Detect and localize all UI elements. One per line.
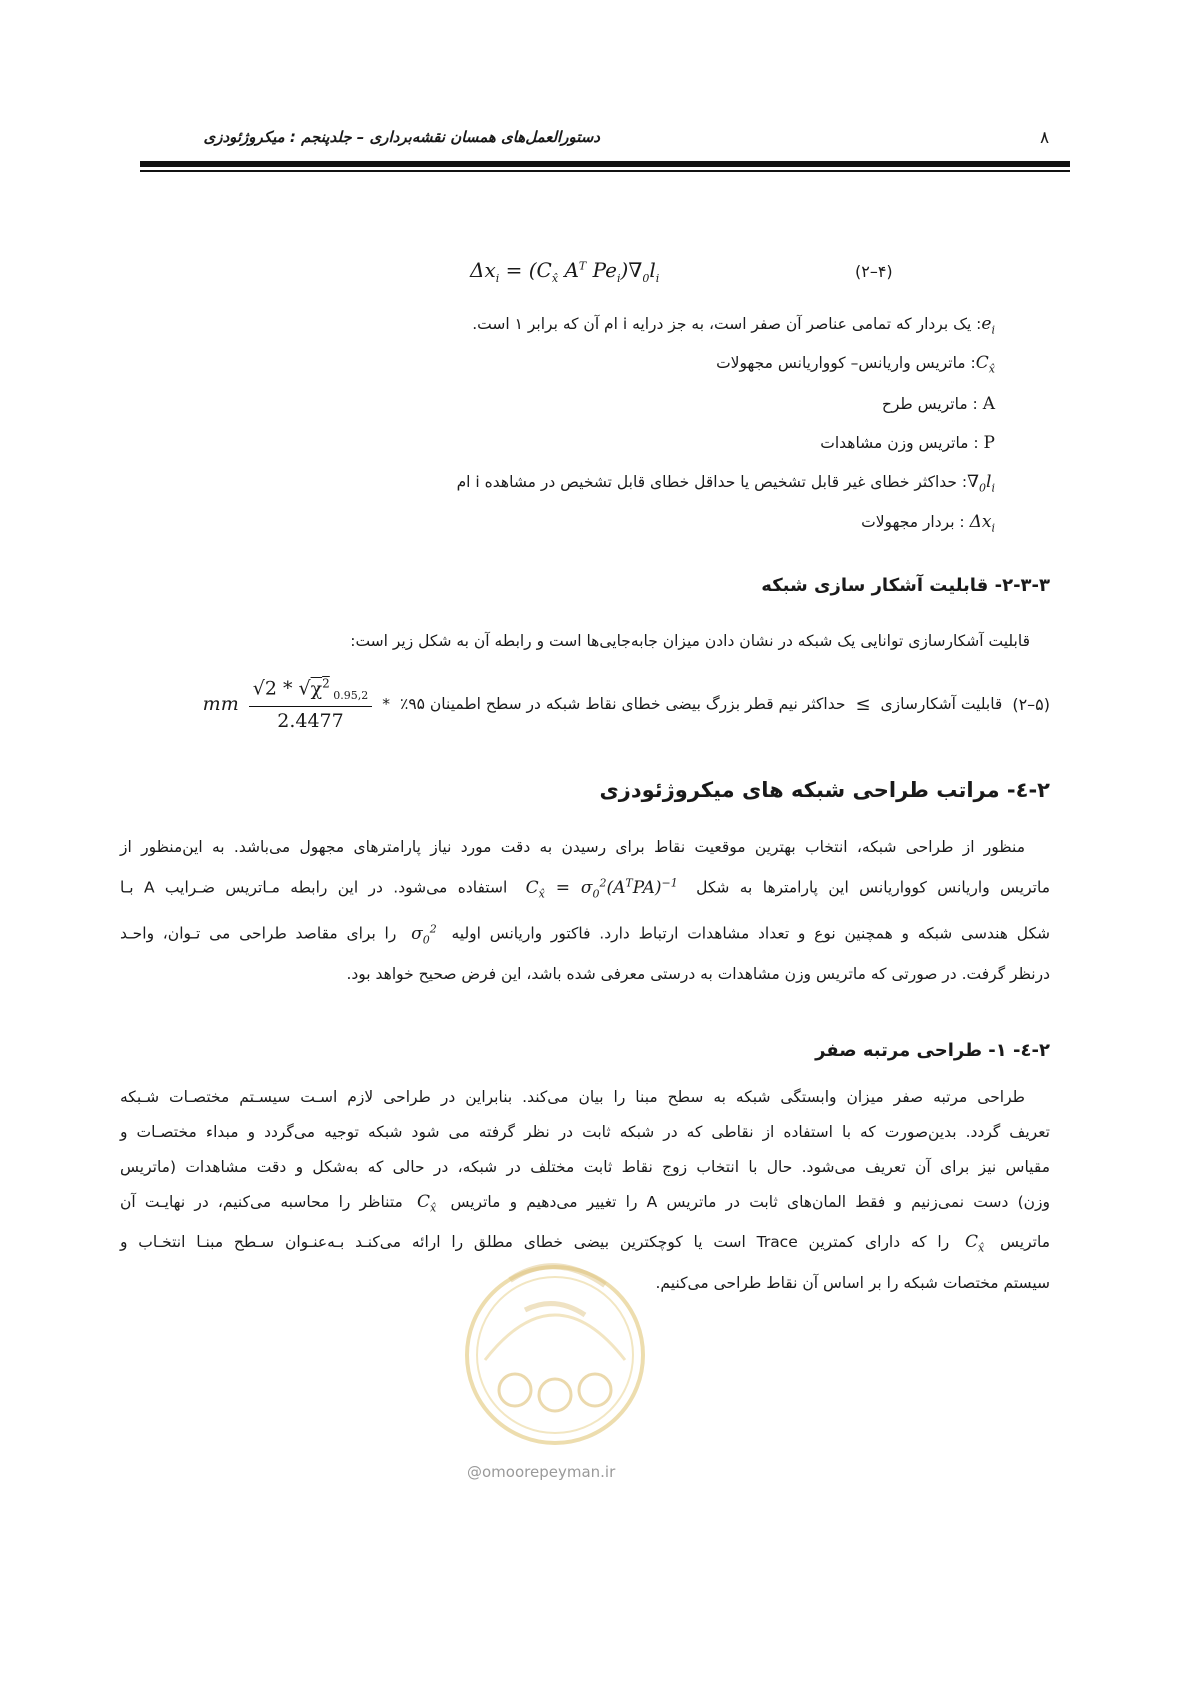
paragraph-line: مقیاس نیز برای آن تعریف می‌شود. حال با انتخاب زوج نقاط ثابت مختلف در شبکه، در حالی که به‌شکل و دقت مشاهدات (ماتریس bbox=[120, 1158, 1050, 1176]
fraction-numerator: $√2 * √\chi^2$ $_{0.95,2}$ bbox=[249, 676, 373, 706]
equation-5-2 bbox=[120, 664, 1050, 744]
definition-dx: $\Delta x_i$ : بردار مجهولات bbox=[861, 512, 995, 535]
section-2-4-paragraph bbox=[120, 830, 1050, 992]
section-2-3-3-body: قابلیت آشکارسازی توانایی یک شبکه در نشان دادن میزان جابه‌جایی‌ها است و رابطه آن به شکل زیر است: bbox=[350, 632, 1030, 650]
equation-number: (۲–۴) bbox=[855, 262, 893, 281]
paragraph-line: سیستم مختصات شبکه را بر اساس آن نقاط طراحی می‌کنیم. bbox=[655, 1273, 1050, 1292]
definition-e: $e_i$: یک بردار که تمامی عناصر آن صفر است، به جز درایه i ام آن که برابر ۱ است. bbox=[472, 314, 995, 337]
paragraph-line: منظور از طراحی شبکه، انتخاب بهترین موقعیت نقاط برای رسیدن به دقت مورد نیاز پارامترهای مجهول می‌باشد. به این‌منظور از bbox=[120, 838, 1025, 856]
equation-4-2: $\Delta x_i = (C_{x̂}$ $A^T$ $Pe_i)\nabla_0l_i$ bbox=[470, 258, 660, 285]
paragraph-line: تعریف گردد. بدین‌صورت که با استفاده از نقاطی که در شبکه ثابت در نظر گرفته می شود شبکه توجیه می‌گردد و مبداء مختصـات و bbox=[120, 1123, 1050, 1141]
symbol-a: A bbox=[982, 394, 995, 414]
symbol-nabla: $\nabla_0l_i$ bbox=[967, 472, 995, 495]
formula-sigma: $\sigma_0^2$ bbox=[411, 922, 437, 947]
definition-a: A : ماتریس طرح bbox=[881, 394, 995, 414]
fraction-denominator: 2.4477 bbox=[277, 709, 344, 732]
section-heading-2-4: ۲-٤- مراتب طراحی شبکه های میکروژئودزی bbox=[599, 778, 1050, 802]
formula-cx: $C_{x̂}$ bbox=[965, 1232, 985, 1255]
watermark-text: @omoorepeyman.ir bbox=[467, 1463, 616, 1481]
symbol-c: $C_{x̂}$ bbox=[975, 353, 995, 376]
fraction bbox=[249, 676, 373, 731]
definition-c: $C_{x̂}$: ماتریس واریانس– کوواریانس مجهولات bbox=[716, 353, 995, 376]
symbol-dx: $\Delta x_i$ bbox=[969, 512, 995, 535]
equation-text: حداکثر نیم قطر بزرگ بیضی خطای نقاط شبکه در سطح اطمینان ۹۵٪ bbox=[400, 695, 846, 713]
unit: mm bbox=[202, 693, 239, 715]
paragraph-line: ماتریس واریانس کوواریانس این پارامترها به شکل $C_{x̂} = \sigma_0^2(A^TPA)^{-1}$ استفاده می‌شود. در این رابطه مـاتریس ضـرایب A بـا bbox=[120, 876, 1051, 901]
section-heading-2-3-3: ۲-۳-۳- قابلیت آشکار سازی شبکه bbox=[761, 575, 1050, 596]
equation-number: (۲–۵) bbox=[1012, 694, 1050, 714]
paragraph-line: ماتریس $C_{x̂}$ را که دارای کمترین Trace است یا کوچکترین بیضی خطای مطلق را ارائه می‌کنـد بـه‌عنـوان سـطح مبنـا انتخـاب و bbox=[120, 1232, 1050, 1255]
paragraph-line: وزن) دست نمی‌زنیم و فقط المان‌های ثابت در ماتریس A را تغییر می‌دهیم و ماتریس $C_{x̂}$ متناظر را محاسبه می‌کنیم، در نهایـت آن bbox=[120, 1192, 1051, 1215]
header-rule-thin bbox=[140, 170, 1070, 172]
definition-p: P : ماتریس وزن مشاهدات bbox=[820, 433, 995, 453]
symbol-e: $e_i$ bbox=[981, 314, 995, 337]
formula-cx: $C_{x̂} = \sigma_0^2(A^TPA)^{-1}$ bbox=[525, 876, 678, 901]
formula-cx: $C_{x̂}$ bbox=[417, 1192, 437, 1215]
section-heading-2-4-1: ۲-٤- ۱- طراحی مرتبه صفر bbox=[815, 1040, 1050, 1061]
relation-sign: ≥ bbox=[855, 693, 871, 715]
multiplier: * bbox=[382, 695, 390, 713]
paragraph-line: درنظر گرفت. در صورتی که ماتریس وزن مشاهدات به درستی معرفی شده باشد، این فرض صحیح خواهد بود. bbox=[346, 965, 1050, 984]
header-rule bbox=[140, 161, 1070, 167]
watermark-logo bbox=[455, 1240, 655, 1450]
running-header-title: دستورالعمل‌های همسان نقشه‌برداری – جلدپنجم : میکروژئودزی bbox=[203, 128, 600, 146]
paragraph-line: طراحی مرتبه صفر میزان وابستگی شبکه به سطح مبنا را بیان می‌کند. بنابراین در طراحی لازم اسـت سیسـتم مختصـات شـبکه bbox=[120, 1088, 1025, 1106]
equation-label: قابلیت آشکارسازی bbox=[880, 695, 1003, 713]
page-number: ۸ bbox=[1040, 128, 1050, 148]
paragraph-line: شکل هندسی شبکه و همچنین نوع و تعداد مشاهدات ارتباط دارد. فاکتور واریانس اولیه $\sigma_0^2$ را برای مقاصد طراحی می تـوان، واحـد bbox=[120, 922, 1050, 947]
symbol-p: P bbox=[983, 433, 995, 453]
definition-nabla: $\nabla_0l_i$: حداکثر خطای غیر قابل تشخیص یا حداقل خطای قابل تشخیص در مشاهده i ام bbox=[456, 472, 995, 495]
